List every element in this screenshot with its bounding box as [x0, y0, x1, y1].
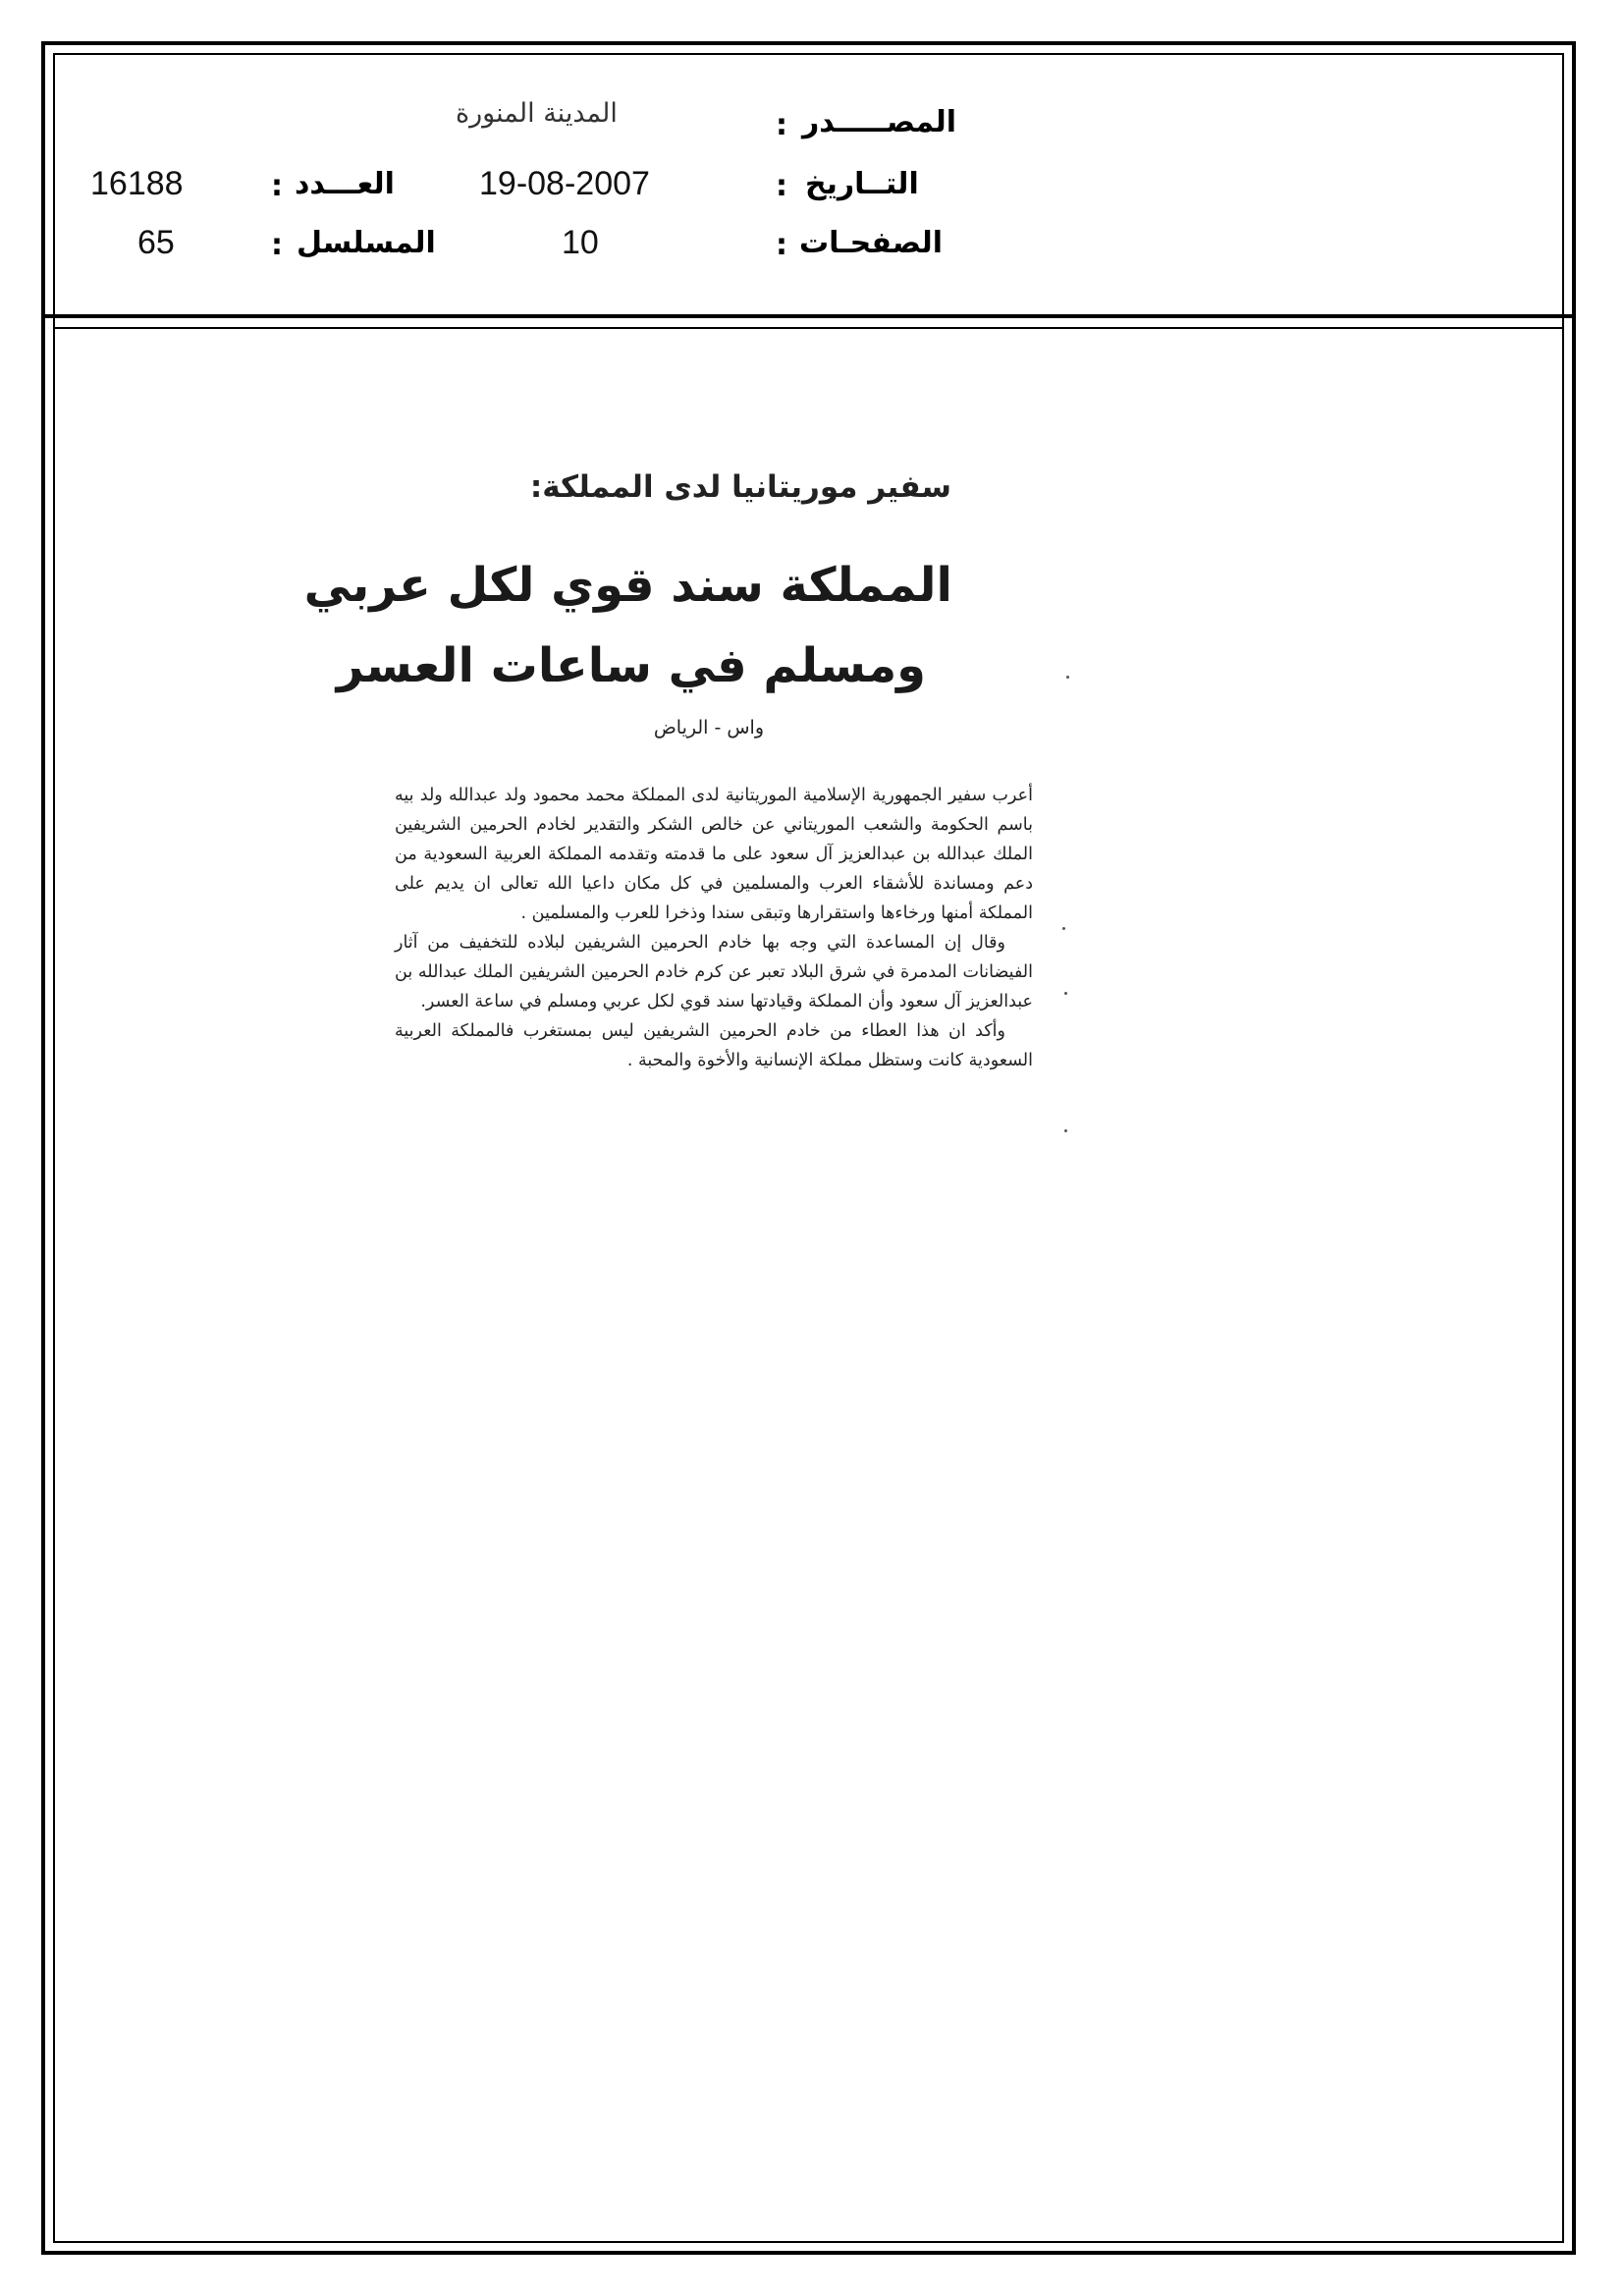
date-colon: : [776, 169, 787, 203]
page-inner-border [53, 53, 1564, 2243]
article-byline: واس - الرياض [653, 717, 764, 738]
header-divider-inner [55, 327, 1562, 329]
article-body [395, 781, 1033, 1075]
source-label: المصـــــدر [802, 105, 957, 139]
article-kicker: سفير موريتانيا لدى المملكة: [529, 469, 951, 505]
header-divider [43, 314, 1574, 318]
date-value: 19-08-2007 [479, 165, 650, 202]
serial-value: 65 [137, 224, 175, 261]
pages-value: 10 [562, 224, 599, 261]
source-colon: : [776, 108, 787, 142]
scan-speck [1062, 927, 1065, 930]
issue-label: العـــدد [295, 167, 395, 201]
article-paragraph: وقال إن المساعدة التي وجه بها خادم الحرمين الشريفين لبلاده للتخفيف من آثار الفيضانات المدمرة في شرق البلاد تعبر عن كرم خادم الحرمين الشريفين الملك عبدالله بن عبدالعزيز آل سعود وأن المملكة وقيادتها سند قوي لكل عربي ومسلم في ساعة العسر. [395, 933, 1033, 1011]
scan-speck [1064, 1129, 1067, 1132]
article-paragraph: أعرب سفير الجمهورية الإسلامية الموريتانية لدى المملكة محمد محمود ولد عبدالله ولد بيه باسم الحكومة والشعب الموريتاني عن خالص الشكر والتقدير لخادم الحرمين الشريفين الملك عبدالله بن عبدالعزيز آل سعود على ما قدمته وتقدمه المملكة العربية السعودية من دعم ومساندة للأشقاء العرب والمسلمين في كل مكان داعيا الله تعالى ان يديم على المملكة أمنها ورخاءها واستقرارها وتبقى سندا وذخرا للعرب والمسلمين . [395, 786, 1033, 923]
serial-colon: : [271, 228, 283, 262]
issue-value: 16188 [90, 165, 184, 202]
scan-speck [1066, 676, 1069, 679]
issue-colon: : [271, 169, 283, 203]
article-paragraph: وأكد ان هذا العطاء من خادم الحرمين الشريفين ليس بمستغرب فالمملكة العربية السعودية كانت وستظل مملكة الإنسانية والأخوة والمحبة . [395, 1021, 1033, 1070]
pages-colon: : [776, 228, 787, 262]
article-headline-line1: المملكة سند قوي لكل عربي [303, 558, 952, 613]
source-value: المدينة المنورة [456, 98, 618, 129]
serial-label: المسلسل [297, 226, 436, 260]
scan-speck [1064, 992, 1067, 995]
article-headline-line2: ومسلم في ساعات العسر [336, 638, 926, 693]
date-label: التــاريخ [805, 167, 919, 201]
pages-label: الصفحـات [799, 226, 943, 260]
